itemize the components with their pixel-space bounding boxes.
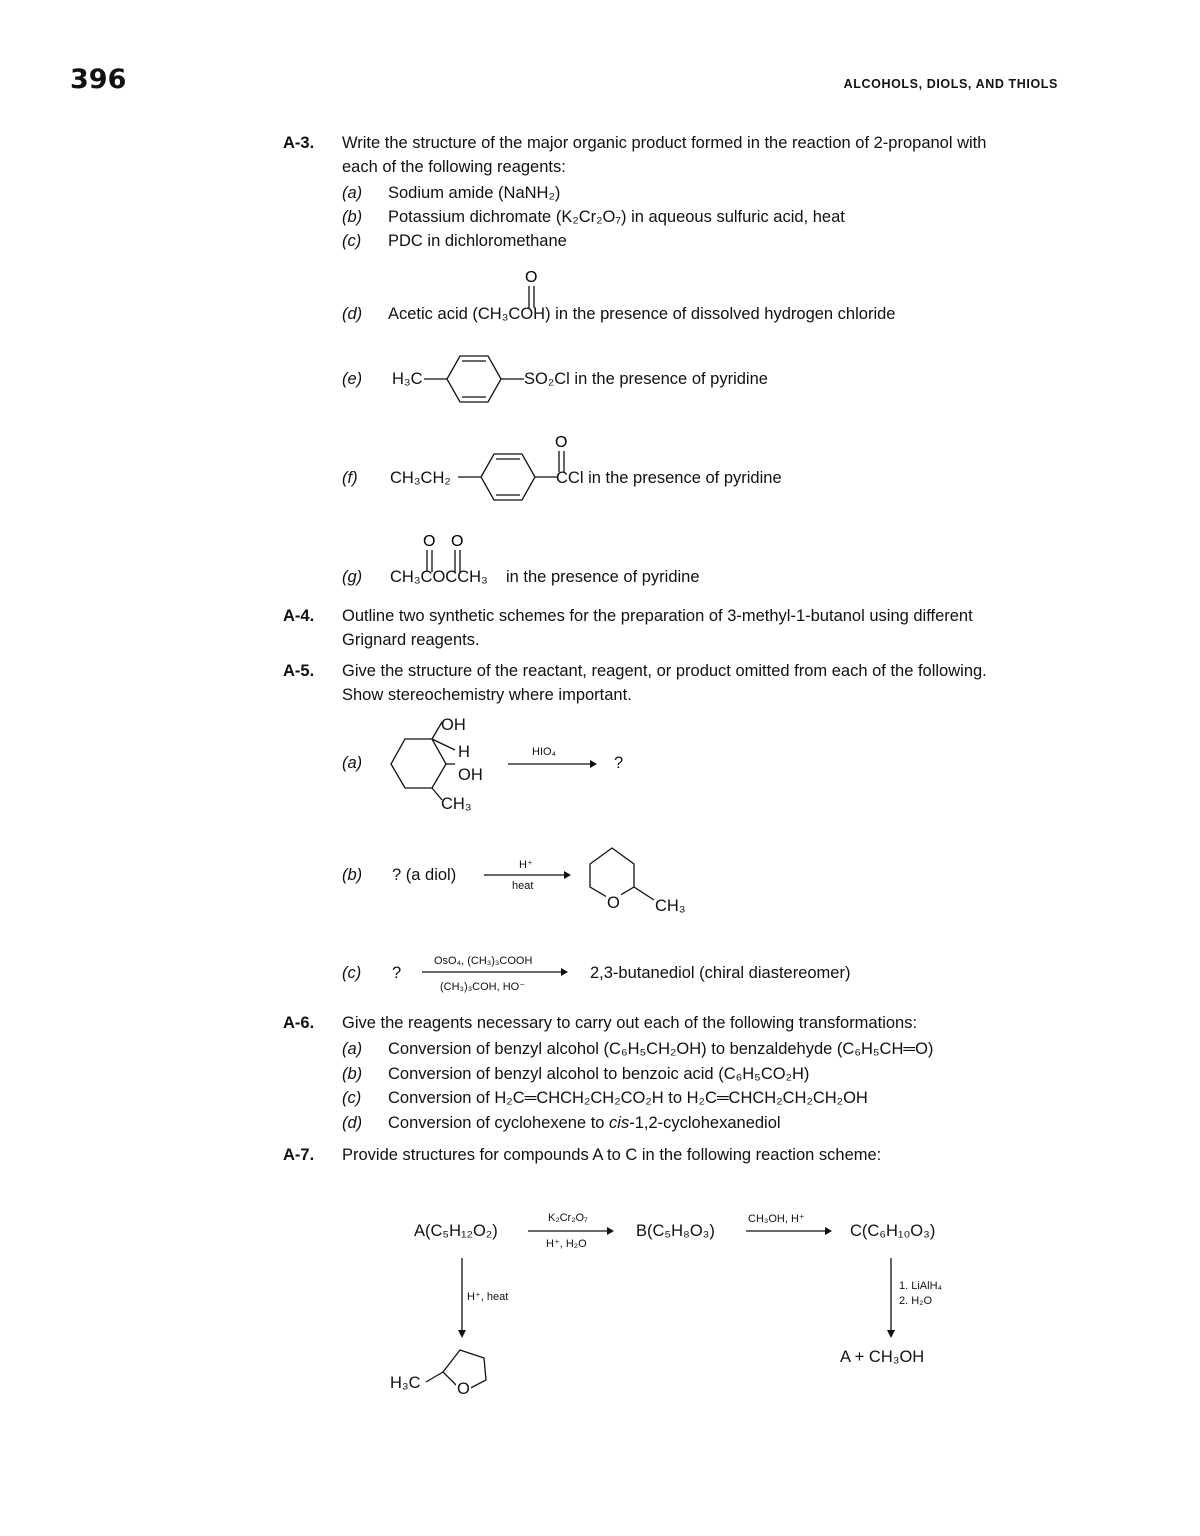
a5-c-product: 2,3-butanediol (chiral diastereomer) [590,964,851,982]
a3-d-label: (d) [342,305,363,323]
problem-a3-text-line2: each of the following reagents: [342,158,566,176]
a3-c-text: PDC in dichloromethane [388,232,567,250]
a6-c-label: (c) [342,1089,362,1107]
a3-d-text [388,305,895,324]
a5-b-ch3: CH₃ [655,897,686,915]
a3-d-post: ) in the presence of dissolved hydrogen chloride [545,305,896,323]
svg-text:O: O [451,533,464,550]
benzene-ring-f [456,432,580,502]
a5-c-label: (c) [342,964,362,982]
a5-b-reactant: ? (a diol) [392,866,457,884]
a5-c-arrow [420,966,570,978]
acetic-acid-formula: CH₃COH [477,305,546,323]
arrow-b-to-c [744,1225,834,1237]
a3-d-pre: Acetic acid ( [388,305,478,323]
a5-a-product: ? [614,754,624,772]
final-product-right: A + CH₃OH [840,1348,925,1366]
a5-b-label: (b) [342,866,363,884]
problem-a6-text: Give the reagents necessary to carry out each of the following transformations: [342,1014,918,1032]
a3-b-text: Potassium dichromate (K₂Cr₂O₇) in aqueous sulfuric acid, heat [388,208,845,226]
thf-h3c: H₃C [390,1374,421,1392]
compound-c: C(C₆H₁₀O₃) [850,1222,936,1240]
a3-a-text: Sodium amide (NaNH₂) [388,184,561,202]
a6-b-label: (b) [342,1065,363,1083]
problem-a4-text-line1: Outline two synthetic schemes for the preparation of 3-methyl-1-butanol using different [342,607,973,625]
a5-c-reagent-top: OsO₄, (CH₃)₃COOH [434,955,533,967]
arrow-a-to-b [526,1225,616,1237]
arrow1-reagent-top: K₂Cr₂O₇ [548,1212,588,1224]
a6-a-label: (a) [342,1040,363,1058]
problem-a7-text: Provide structures for compounds A to C in the following reaction scheme: [342,1146,882,1164]
problem-a5-number: A-5. [283,662,315,680]
down-right-reagent-1: 1. LiAlH₄ [899,1280,943,1292]
a3-g-label: (g) [342,568,363,586]
problem-a3-number: A-3. [283,134,315,152]
a3-f-left: CH₃CH₂ [390,469,451,487]
svg-text:O: O [423,533,436,550]
a5-b-reagent-bottom: heat [512,880,534,892]
running-title: ALCOHOLS, DIOLS, AND THIOLS [843,77,1058,91]
problem-a4-number: A-4. [283,607,315,625]
a3-e-label: (e) [342,370,363,388]
svg-text:O: O [525,269,538,286]
a6-d-label: (d) [342,1114,363,1132]
a5-c-reagent-bottom: (CH₃)₃COH, HO⁻ [440,981,526,993]
arrow2-reagent-top: CH₃OH, H⁺ [748,1213,805,1225]
problem-a5-text-line1: Give the structure of the reactant, reagent, or product omitted from each of the following. [342,662,987,680]
a5-c-reactant: ? [392,964,402,982]
benzene-ring-e [422,352,526,406]
problem-a3-text-line1: Write the structure of the major organic product formed in the reaction of 2-propanol with [342,134,987,152]
cyclohexane-diol-structure [385,712,495,812]
a5-a-h: H [458,743,470,761]
a3-e-right: SO₂Cl in the presence of pyridine [524,370,768,388]
a6-d-post: -1,2-cyclohexanediol [629,1114,781,1132]
a5-b-reagent-top: H⁺ [519,859,533,871]
compound-b: B(C₅H₈O₃) [636,1222,715,1240]
arrow1-reagent-bottom: H⁺, H₂O [546,1238,587,1250]
a3-f-right: CCl in the presence of pyridine [556,469,782,487]
problem-a5-text-line2: Show stereochemistry where important. [342,686,632,704]
a5-a-label: (a) [342,754,363,772]
thf-ring-oxygen: O [457,1380,470,1398]
a3-a-label: (a) [342,184,363,202]
tetrahydropyran-ring [584,842,664,912]
problem-a4-text-line2: Grignard reagents. [342,631,480,649]
a5-a-reagent: HIO₄ [532,746,557,758]
down-left-reagent: H⁺, heat [467,1291,509,1303]
a3-g-post: in the presence of pyridine [506,568,700,586]
a6-a-text: Conversion of benzyl alcohol (C₆H₅CH₂OH) to benzaldehyde (C₆H₅CH═O) [388,1040,934,1058]
a6-c-text: Conversion of H₂C═CHCH₂CH₂CO₂H to H₂C═CHCH₂CH₂CH₂OH [388,1089,868,1107]
a3-f-label: (f) [342,469,358,487]
a5-a-oh: OH [458,766,483,784]
problem-a6-number: A-6. [283,1014,315,1032]
a3-c-label: (c) [342,232,362,250]
a6-b-text: Conversion of benzyl alcohol to benzoic acid (C₆H₅CO₂H) [388,1065,810,1083]
arrow-c-to-a [884,1256,898,1340]
svg-text:O: O [555,434,568,451]
a5-a-ch3: CH₃ [441,795,472,813]
a6-d-pre: Conversion of cyclohexene to [388,1114,610,1132]
a6-d-text [388,1114,781,1133]
compound-a: A(C₅H₁₂O₂) [414,1222,498,1240]
a3-e-left: H₃C [392,370,423,388]
a5-b-ring-oxygen: O [607,894,620,912]
a3-b-label: (b) [342,208,363,226]
a5-a-arrow [506,758,598,770]
page-number: 396 [70,64,127,95]
a6-d-italic: cis [609,1114,630,1132]
a3-g-formula: CH₃COCCH₃ [390,568,488,586]
a3-d-carbonyl [520,266,550,310]
a5-a-oh-top: OH [441,716,466,734]
problem-a7-number: A-7. [283,1146,315,1164]
down-right-reagent-2: 2. H₂O [899,1295,932,1307]
